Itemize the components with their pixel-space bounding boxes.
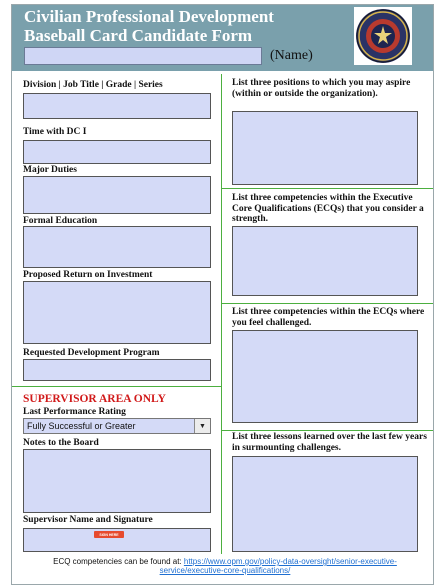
program-label: Requested Development Program — [23, 348, 160, 358]
right-divider-2 — [222, 303, 433, 304]
education-field[interactable] — [23, 226, 211, 268]
right-divider-3 — [222, 430, 433, 431]
lessons-label: List three lessons learned over the last few years in surmounting challenges. — [232, 432, 427, 453]
challenges-label: List three competencies within the ECQs where you feel challenged. — [232, 307, 425, 328]
challenges-field[interactable] — [232, 330, 418, 423]
roi-field[interactable] — [23, 281, 211, 344]
roi-label: Proposed Return on Investment — [23, 270, 153, 280]
rating-select[interactable] — [23, 418, 211, 434]
rating-label: Last Performance Rating — [23, 407, 126, 417]
rating-select-value: Fully Successful or Greater — [27, 421, 136, 431]
education-label: Formal Education — [23, 216, 98, 226]
positions-field[interactable] — [232, 111, 418, 185]
form-title-line2: Baseball Card Candidate Form — [24, 26, 253, 45]
time-field[interactable] — [23, 140, 211, 164]
form-title — [24, 7, 274, 45]
supervisor-divider — [12, 386, 221, 387]
signature-label: Supervisor Name and Signature — [23, 515, 153, 525]
strengths-label: List three competencies within the Executive Core Qualifications (ECQs) that you consider a strength. — [232, 193, 424, 224]
division-field[interactable] — [23, 93, 211, 119]
notes-label: Notes to the Board — [23, 438, 99, 448]
footer-note — [30, 557, 420, 575]
duties-label: Major Duties — [23, 165, 77, 175]
program-field[interactable] — [23, 359, 211, 381]
signature-field[interactable] — [23, 528, 211, 552]
footer-text: ECQ competencies can be found at: — [53, 557, 184, 566]
lessons-field[interactable] — [232, 456, 418, 552]
positions-label: List three positions to which you may aspire (within or outside the organization). — [232, 78, 411, 99]
name-input[interactable] — [24, 47, 262, 65]
chevron-down-icon[interactable]: ▼ — [194, 419, 210, 433]
right-divider-1 — [222, 188, 433, 189]
duties-field[interactable] — [23, 176, 211, 214]
division-label: Division | Job Title | Grade | Series — [23, 80, 163, 90]
supervisor-title: SUPERVISOR AREA ONLY — [23, 393, 166, 405]
form-title-line1: Civilian Professional Development — [24, 7, 274, 26]
strengths-field[interactable] — [232, 226, 418, 296]
sign-here-stamp-icon[interactable]: SIGN HERE — [94, 531, 124, 538]
time-label: Time with DC I — [23, 127, 87, 137]
notes-field[interactable] — [23, 449, 211, 513]
name-label: (Name) — [270, 48, 313, 63]
agency-seal-icon — [354, 7, 412, 65]
ecq-link[interactable]: https://www.opm.gov/policy-data-oversight/senior-executive-service/executive-core-qualifications/ — [159, 557, 397, 575]
column-divider — [221, 74, 222, 554]
